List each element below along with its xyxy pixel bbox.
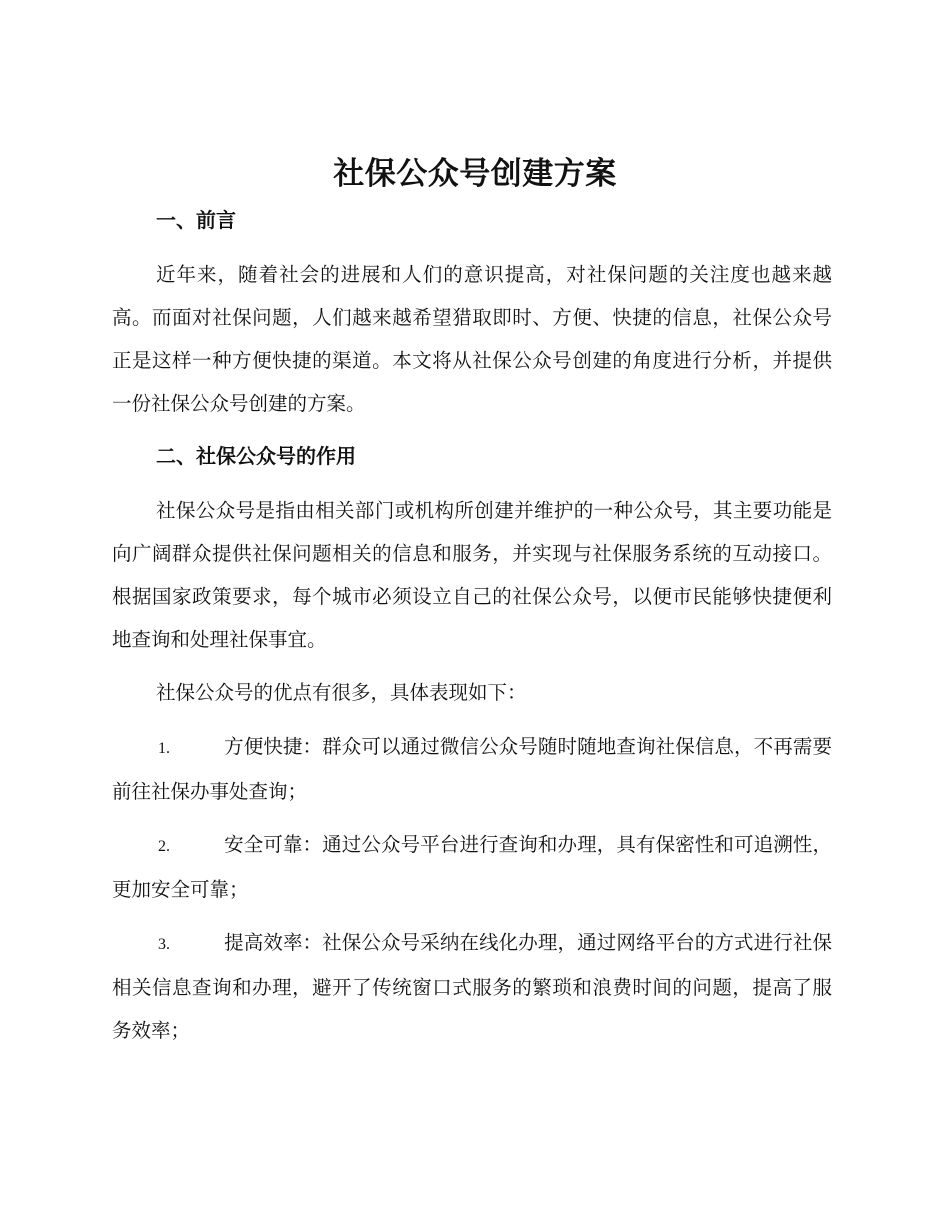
list-item-number: 1. <box>158 740 170 757</box>
section-heading-preface: 一、前言 <box>156 208 236 232</box>
list-item <box>112 921 832 1052</box>
role-paragraph: 社保公众号是指由相关部门或机构所创建并维护的一种公众号，其主要功能是向广阔群众提供社保问题相关的信息和服务，并实现与社保服务系统的互动接口。根据国家政策要求，每个城市必须设立自己的社保公众号，以便市民能够快捷便利地查询和处理社保事宜。 <box>112 499 832 651</box>
list-item-text: 提高效率：社保公众号采纳在线化办理，通过网络平台的方式进行社保相关信息查询和办理，避开了传统窗口式服务的繁琐和浪费时间的问题，提高了服务效率； <box>112 931 832 1042</box>
document-title: 社保公众号创建方案 <box>333 156 617 192</box>
list-item <box>112 823 832 911</box>
section-heading-role: 二、社保公众号的作用 <box>156 444 356 468</box>
list-item <box>112 725 832 813</box>
advantages-intro-paragraph: 社保公众号的优点有很多，具体表现如下： <box>156 681 527 704</box>
list-item-number: 2. <box>158 838 170 855</box>
list-item-text: 安全可靠：通过公众号平台进行查询和办理，具有保密性和可追溯性，更加安全可靠； <box>112 833 832 901</box>
preface-paragraph: 近年来，随着社会的进展和人们的意识提高，对社保问题的关注度也越来越高。而面对社保问题，人们越来越希望猎取即时、方便、快捷的信息，社保公众号正是这样一种方便快捷的渠道。本文将从社保公众号创建的角度进行分析，并提供一份社保公众号创建的方案。 <box>112 263 832 415</box>
list-item-number: 3. <box>158 936 170 953</box>
list-item-text: 方便快捷：群众可以通过微信公众号随时随地查询社保信息，不再需要前往社保办事处查询； <box>112 735 832 803</box>
